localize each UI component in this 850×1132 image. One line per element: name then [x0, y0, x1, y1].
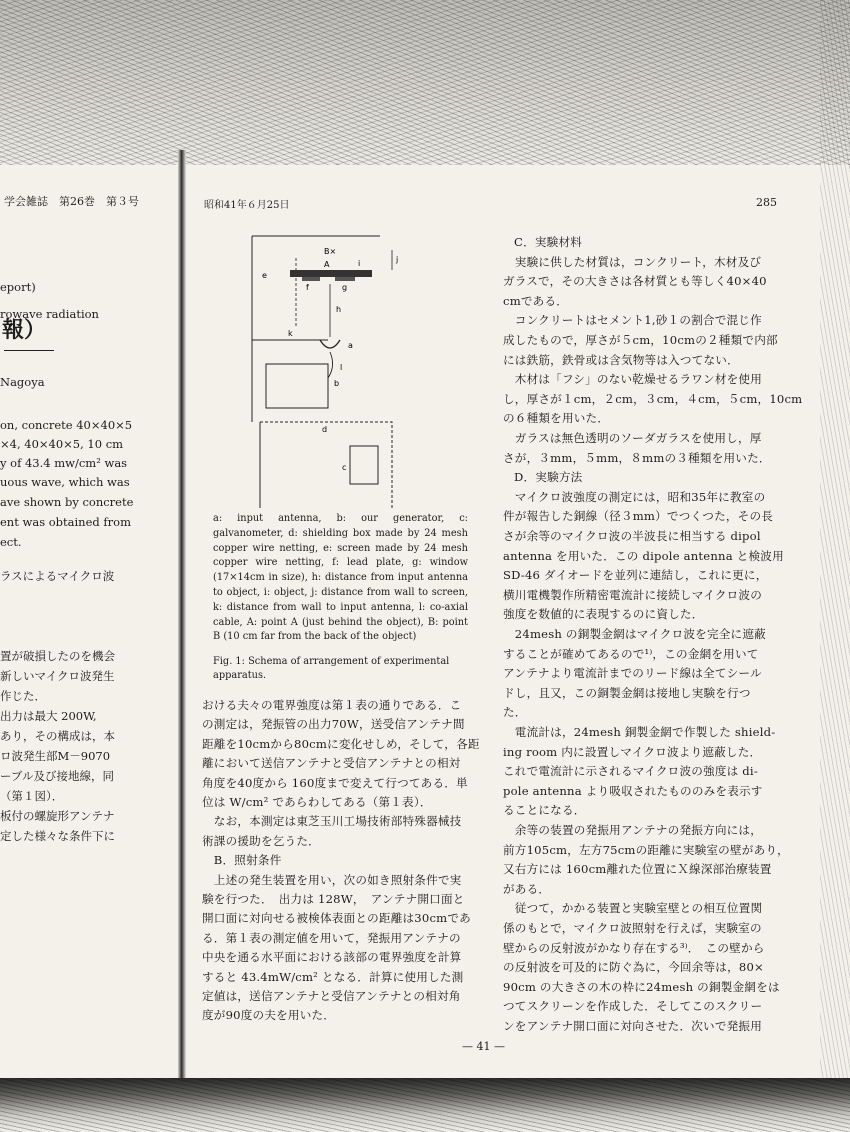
left-page-line: 板付の螺旋形アンテナ: [0, 809, 115, 823]
body-text-line: 係のもとで，マイクロ波照射を行えば，実験室の: [503, 921, 762, 935]
body-text-line: すると 43.4mW/cm² となる．計算に使用した測: [202, 969, 464, 984]
scan-noise-right-edge: [820, 0, 850, 1132]
left-page-bracket-title: 報）: [2, 317, 47, 343]
label-b: b: [334, 379, 340, 388]
body-text-line: SD-46 ダイオードを並列に連結し，これに更に，: [503, 568, 768, 583]
body-text-line: 壁からの反射波がかなり存在する³⁾． この壁から: [503, 940, 765, 955]
body-text-line: これで電流計に示されるマイクロ波の強度は di-: [503, 764, 758, 779]
body-text-line: の６種類を用いた．: [503, 411, 610, 426]
left-page-line: 出力は最大 200W,: [0, 709, 97, 723]
body-text-line: 度が90度の夫を用いた．: [202, 1008, 336, 1023]
body-text-line: 実験に供した材質は，コンクリート，木材及び: [503, 254, 762, 269]
body-text-line: 術課の援助を乞うた．: [202, 833, 320, 848]
left-page-line: ロ波発生部M－9070: [0, 749, 111, 763]
body-text-line: 上述の発生装置を用い，次の如き照射条件で実: [202, 872, 462, 887]
left-page-line: あり，その構成は，本: [0, 729, 115, 743]
left-page-header: 学会雑誌 第26巻 第３号: [4, 195, 139, 208]
label-d: d: [322, 425, 328, 434]
left-page-line: Nagoya: [0, 375, 45, 389]
body-text-line: 角度を40度から 160度まで変えて行つてある．単: [202, 775, 468, 790]
label-i: i: [358, 259, 361, 268]
body-text-line: することが確めてあるので¹⁾，この金網を用いて: [503, 646, 759, 661]
left-page-line: ect.: [0, 535, 22, 549]
body-text-line: 距離を10cmから80cmに変化せしめ，そして，各距: [202, 736, 480, 751]
body-text-line: 電流計は，24mesh 銅製金網で作製した shield-: [503, 725, 776, 739]
body-text-line: 24mesh の銅製金網はマイクロ波を完全に遮蔽: [503, 627, 766, 641]
body-text-line: ドし，且又，この銅製金網は接地し実験を行つ: [503, 685, 751, 700]
left-page-line: y of 43.4 mw/cm² was: [0, 456, 128, 470]
body-text-line: マイクロ波強度の測定には，昭和35年に教室の: [503, 489, 766, 504]
body-text-line: おける夫々の電界強度は第１表の通りである．こ: [202, 698, 462, 712]
label-l: l: [340, 363, 343, 372]
body-text-line: ing room 内に設置しマイクロ波より遮蔽した．: [503, 744, 762, 759]
body-text-line: 位は W/cm² であらわしてある（第１表）．: [202, 795, 432, 809]
apparatus-diagram: [210, 232, 480, 510]
body-text-line: つてスクリーンを作成した．そしてこのスクリー: [503, 999, 763, 1014]
body-text-line: 又右方には 160cm離れた位置にＸ線深部治療装置: [503, 862, 772, 877]
generator-b: [266, 364, 328, 408]
left-page-line: 定した様々な条件下に: [0, 829, 115, 843]
galvanometer-c: [350, 446, 378, 484]
body-text-line: 件が報告した銅線（径３mm）でつくつた，その長: [503, 509, 774, 524]
body-text-line: なお，本測定は東芝玉川工場技術部特殊器械技: [202, 814, 462, 829]
body-text-line: 定値は，送信アンテナと受信アンテナとの相対角: [202, 989, 461, 1003]
left-page-line: ×4, 40×40×5, 10 cm: [0, 437, 124, 451]
body-text-line: 験を行つた． 出力は 128W， アンテナ開口面と: [202, 892, 465, 906]
body-text-line: る．第１表の測定値を用いて，発振用アンテナの: [202, 930, 461, 945]
figure-apparatus-schema: [210, 232, 480, 510]
body-text-line: の反射波を可及的に防ぐ為に，今回余等は，80×: [503, 960, 764, 975]
left-page-line: ーブル及び接地線，同: [0, 769, 114, 783]
left-page-rule: [4, 350, 54, 351]
label-h: h: [336, 305, 342, 314]
left-page-line: rowave radiation: [0, 307, 99, 321]
window-g: [335, 277, 355, 281]
page-header-date: 昭和41年６月25日: [204, 200, 290, 211]
figure-legend: a: input antenna, b: our generator, c: galvanometer, d: shielding box made by 24 mesh copper wire netting, e: screen made by 24 mesh copper wire netting, f: lead plate, g: window (17×14cm in size), h: distance from input antenna to object, i: object, j: distance from wall to screen, k: distance from wall to input antenna, l: co-axial cable, A: point A (just behind the object), B: point B (10 cm far from the back of the object): [213, 513, 468, 643]
label-a: a: [348, 341, 353, 350]
body-text-line: 余等の装置の発振用アンテナの発振方向には，: [503, 823, 763, 837]
left-page-line: 作じた．: [0, 689, 46, 703]
left-page-line: ent was obtained from: [0, 515, 131, 529]
shielding-box-d: [260, 422, 392, 508]
left-page-line: ラスによるマイクロ波: [0, 569, 115, 583]
body-text-line: 木材は「フシ」のない乾燥せるラワン材を使用: [503, 372, 763, 387]
body-text-line: 中央を通る水平面における該部の電界強度を計算: [202, 950, 462, 965]
label-g: g: [342, 283, 348, 292]
body-text-line: 前方105cm，左方75cmの距離に実験室の壁があり，: [503, 842, 789, 857]
object-plate: [290, 270, 372, 277]
label-e: e: [262, 271, 267, 280]
body-text-line: ガラスは無色透明のソーダガラスを使用し，厚: [503, 431, 762, 445]
label-c: c: [342, 463, 347, 472]
section-heading: C．実験材料: [514, 235, 583, 249]
left-page-line: on, concrete 40×40×5: [0, 418, 133, 432]
scan-noise-top: [0, 0, 850, 165]
body-text-line: 離において送信アンテナと受信アンテナとの相対: [202, 756, 461, 771]
label-j: j: [396, 255, 399, 264]
left-page-line: eport): [0, 280, 36, 294]
body-text-line: た．: [503, 705, 527, 720]
page-footer: — 41 —: [462, 1040, 505, 1053]
label-B: B×: [324, 247, 337, 256]
body-text-line: コンクリートはセメント1,砂１の割合で混じ作: [503, 313, 762, 328]
lead-plate-f: [302, 277, 320, 281]
body-text-line: アンテナより電流計までのリード線は全てシール: [503, 666, 762, 681]
input-antenna-a: [320, 340, 340, 348]
body-text-line: ることになる．: [503, 803, 586, 818]
body-text-line: さが，３mm，５mm，８mmの３種類を用いた．: [503, 450, 771, 465]
body-text-line: ガラスで，その大きさは各材質とも等しく40×40: [503, 274, 767, 289]
left-page-fragment: [0, 185, 176, 1065]
label-f: f: [306, 283, 309, 292]
body-text-line: pole antenna より吸収されたもののみを表示す: [503, 783, 763, 798]
body-text-line: 開口面に対向せる被検体表面との距離は30cmであ: [202, 911, 471, 926]
body-text-line: B．照射条件: [202, 853, 282, 868]
left-page-line: uous wave, which was: [0, 475, 130, 489]
body-text-line: 強度を数値的に表現するのに資した．: [503, 607, 704, 622]
body-text-line: の測定は，発振管の出力70W，送受信アンテナ間: [202, 717, 465, 732]
body-text-line: がある．: [503, 881, 551, 896]
left-page-line: ave shown by concrete: [0, 495, 134, 509]
body-text-line: cmである．: [503, 293, 569, 308]
body-text-line: 90cm の大きさの木の枠に24mesh の銅製金網をは: [503, 979, 780, 994]
book-gutter: [178, 150, 186, 1090]
scan-noise-bottom: [0, 1078, 850, 1132]
body-text-line: 横川電機製作所精密電流計に接続しマイクロ波の: [503, 587, 763, 602]
figure-caption: Fig. 1: Schema of arrangement of experimental apparatus.: [213, 656, 450, 681]
section-heading: D．実験方法: [514, 470, 583, 485]
label-A: A: [324, 260, 330, 269]
body-text-line: 成したもので，厚さが５cm，10cmの２種類で内部: [503, 333, 778, 347]
body-text-line: さが余等のマイクロ波の半波長に相当する dipol: [503, 529, 761, 543]
left-page-line: 新しいマイクロ波発生: [0, 669, 115, 683]
body-text-line: 従つて，かかる装置と実験室壁との相互位置関: [503, 901, 763, 916]
coaxial-cable-l: [328, 352, 333, 378]
body-text-line: には鉄筋，鉄骨或は含気物等は入つてない．: [503, 352, 739, 367]
body-text-line: ンをアンテナ開口面に対向させた．次いで発振用: [503, 1019, 763, 1033]
page-number: 285: [756, 196, 777, 209]
left-page-line: 置が破損したのを機会: [0, 649, 115, 663]
body-text-line: antenna を用いた．この dipole antenna と検波用: [503, 548, 784, 563]
left-page-line: （第１図）．: [0, 789, 64, 803]
label-k: k: [288, 329, 293, 338]
body-text-line: し，厚さが１cm，２cm，３cm，４cm，５cm，10cm: [503, 391, 803, 406]
